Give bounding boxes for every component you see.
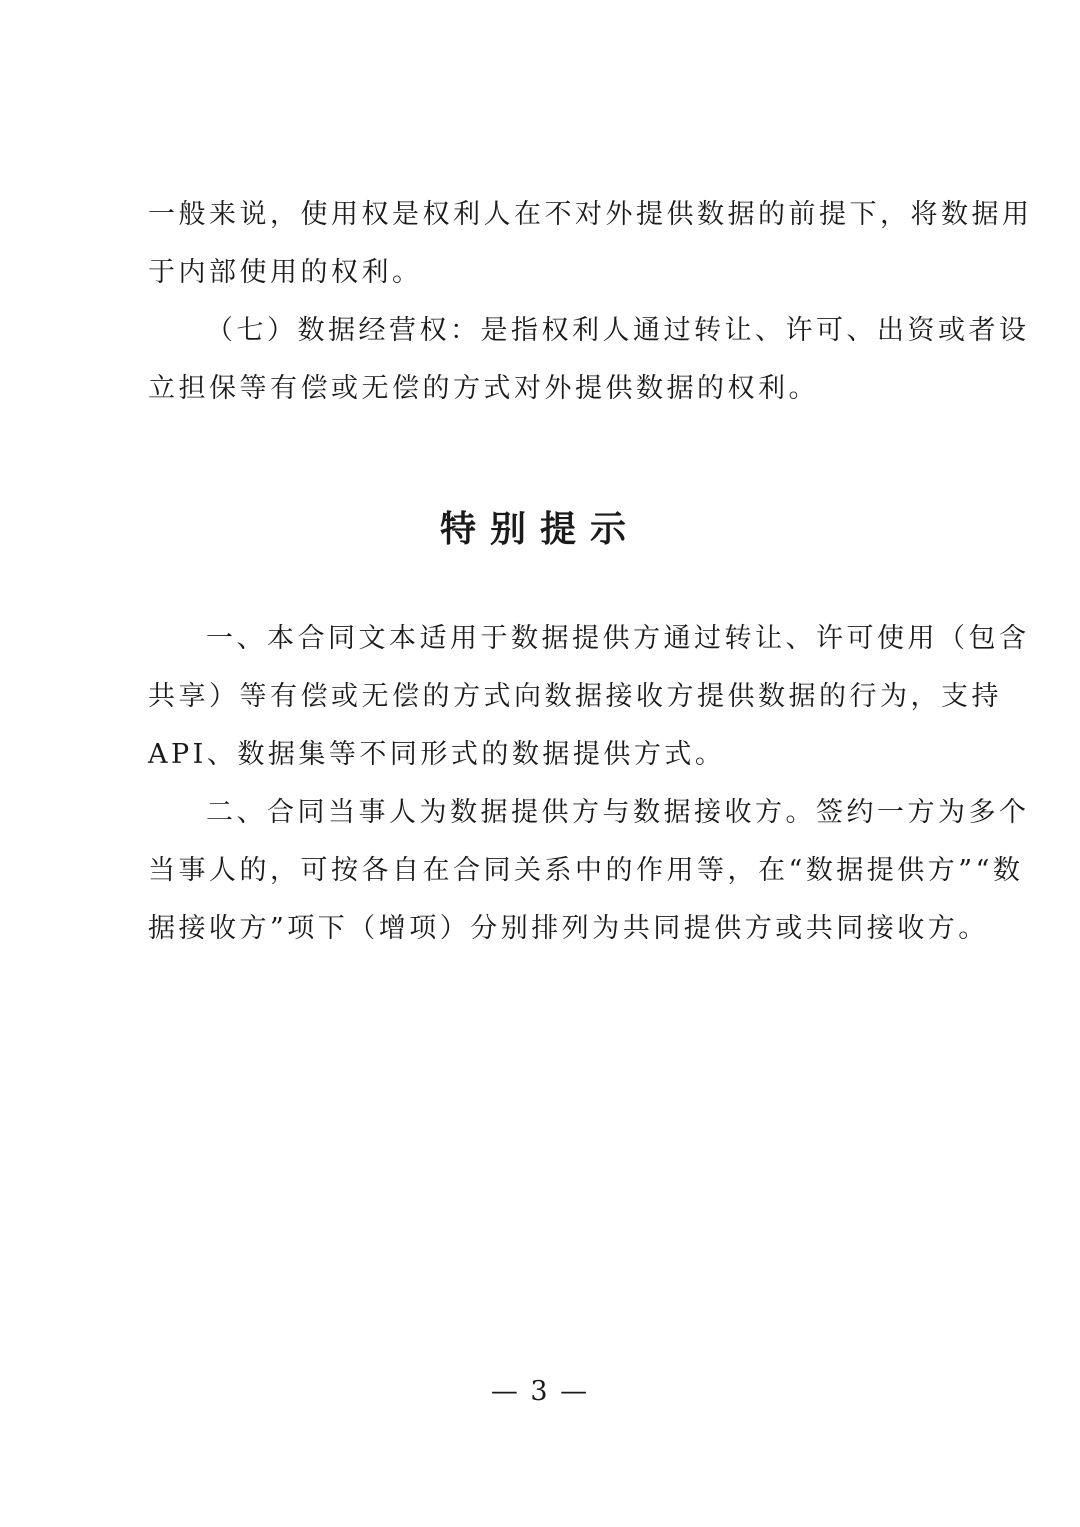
definition-line: 一般来说，使用权是权利人在不对外提供数据的前提下，将数据用 [148, 199, 1033, 230]
special-notice-section [148, 610, 1030, 958]
definition-line: 立担保等有偿或无偿的方式对外提供数据的权利。 [148, 373, 819, 404]
notice-line: 据接收方”项下（增项）分别排列为共同提供方或共同接收方。 [148, 913, 989, 944]
special-notice-title: 特别提示 [439, 509, 640, 550]
notice-line: 共享）等有偿或无偿的方式向数据接收方提供数据的行为，支持 [148, 681, 1002, 712]
definitions-section [148, 186, 1033, 418]
notice-line: 当事人的，可按各自在合同关系中的作用等，在“数据提供方”“数 [148, 855, 1024, 886]
page-number: — 3 — [490, 1376, 590, 1407]
notice-line: API、数据集等不同形式的数据提供方式。 [148, 739, 726, 770]
definition-line: 于内部使用的权利。 [148, 257, 423, 288]
notice-line: 一、本合同文本适用于数据提供方通过转让、许可使用（包含 [206, 623, 1030, 654]
definition-line: （七）数据经营权：是指权利人通过转让、许可、出资或者设 [206, 315, 1030, 346]
notice-line: 二、合同当事人为数据提供方与数据接收方。签约一方为多个 [206, 797, 1030, 828]
